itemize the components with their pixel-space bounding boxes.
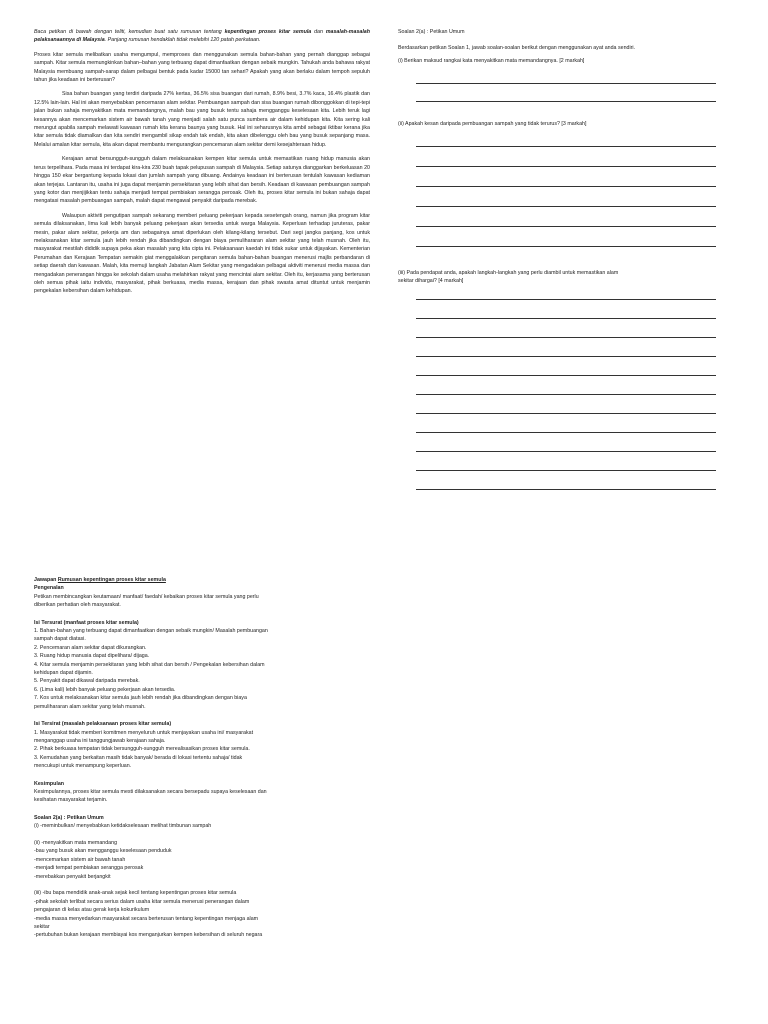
soalan-answer-line xyxy=(34,831,370,839)
instruction-text: Baca petikan di bawah dengan teliti, kemudian buat satu rumusan tentang xyxy=(34,29,225,35)
answer-line-q3[interactable] xyxy=(416,375,716,376)
answer-line-q1[interactable] xyxy=(416,83,716,84)
answer-line-q3[interactable] xyxy=(416,394,716,395)
intro-line: Petikan membincangkan keutamaan/ manfaat/ faedah/ kebaikan proses kitar semula yang perlu xyxy=(34,593,259,600)
answer-heading-prefix: Jawapan xyxy=(34,577,58,583)
answer-line-q2[interactable] xyxy=(416,166,716,167)
answer-heading xyxy=(34,576,370,584)
instruction-text-mid: dan xyxy=(311,29,326,35)
answer-line-q3[interactable] xyxy=(416,489,716,490)
answer-line-q2[interactable] xyxy=(416,226,716,227)
question-3-cont: sekitar dihargai? [4 markah] xyxy=(398,278,464,285)
intro-line: diberikan perhatian oleh masyarakat. xyxy=(34,602,121,609)
intro-title: Pengenalan xyxy=(34,585,64,592)
answer-line-q3[interactable] xyxy=(416,432,716,433)
soalan-answer-line: sekitar xyxy=(34,924,50,931)
tersirat-line: 2. Pihak berkuasa tempatan tidak bersungguh-sungguh merealisasikan proses kitar semula. xyxy=(34,746,250,753)
tersurat-line: pemulihararan alam sekitar yang telah musnah. xyxy=(34,703,146,710)
tersurat-line: 7. Kos untuk melaksanakan kitar semula jauh lebih rendah jika dibandingkan dengan biaya xyxy=(34,695,247,702)
answer-line-q3[interactable] xyxy=(416,451,716,452)
soalan-answer-line: -menjadi tempat pembiakan serangga perosak xyxy=(34,865,144,872)
tersirat-line: 3. Kemudahan yang berkaitan masih tidak banyak/ berada di lokasi tertentu sahaja/ tidak xyxy=(34,754,243,761)
soalan-answer-line: (ii) -menyakitkan mata memandang xyxy=(34,839,118,846)
questions-instruction: Berdasarkan petikan Soalan 1, jawab soalan-soalan berikut dengan menggunakan ayat anda sendiri. xyxy=(398,45,636,52)
tersurat-line: 1. Bahan-bahan yang terbuang dapat dimanfaatkan dengan sebaik mungkin/ Masalah pembuangan xyxy=(34,628,268,635)
soalan-answer-line: pengajaran di kelas atau gerak kerja kokurikulum xyxy=(34,907,150,914)
answer-heading-title: Rumusan kepentingan proses kitar semula xyxy=(57,577,166,583)
soalan-answer-line: -bau yang busuk akan mengganggu keselesaan penduduk xyxy=(34,848,172,855)
soalan-answer-line: (i) -meminbulkan/ menyebabkan ketidakselesaan melihat timbunan sampah xyxy=(34,823,212,830)
answer-section xyxy=(34,576,370,940)
tersirat-line: menganggap usaha ini tanggungjawab kerajaan sahaja. xyxy=(34,737,166,744)
soalan-answer-line: (iii) -ibu bapa mendidik anak-anak sejak kecil tentang kepentingan proses kitar semula xyxy=(34,890,237,897)
soalan-answer-title: Soalan 2(a) : Petikan Umum xyxy=(34,814,104,821)
answer-line-q3[interactable] xyxy=(416,318,716,319)
tersurat-line: kehidupan dapat dijamin. xyxy=(34,670,93,677)
tersurat-title: Isi Tersurat (manfaat proses kitar semula) xyxy=(34,619,139,626)
tersurat-line: 2. Pencemaran alam sekitar dapat dikurangkan. xyxy=(34,644,147,651)
tersurat-line: 4. Kitar semula menjamin persekitaran yang lebih sihat dan bersih / Pengekalan kebersihan dalam xyxy=(34,661,265,668)
question-2: (ii) Apakah kesan daripada pembuangan sampah yang tidak terurus? [3 markah] xyxy=(398,121,587,128)
kesimpulan-line: kesihatan masyarakat terjamin. xyxy=(34,797,108,804)
question-1: (i) Berikan maksud rangkai kata menyakitkan mata memandangnya. [2 markah] xyxy=(398,57,585,64)
question-3: (iii) Pada pendapat anda, apakah langkah-langkah yang perlu diambil untuk memastikan alam xyxy=(398,269,619,276)
tersirat-line: 1. Masyarakat tidak memberi komitmen menyeluruh untuk menjayakan usaha ini/ masyarakat xyxy=(34,729,254,736)
soalan-answer-line: -merebakkan penyakit berjangkit xyxy=(34,873,111,880)
answer-line-q3[interactable] xyxy=(416,413,716,414)
soalan-answer-line: -pertubuhan bukan kerajaan membiayai kos menganjurkan kempen kebersihan di seluruh negara xyxy=(34,932,263,939)
soalan-answer-line: -mencemarkan sistem air bawah tanah xyxy=(34,856,126,863)
questions-column xyxy=(398,28,738,490)
summary-instruction xyxy=(34,28,370,45)
tersurat-line: 6. (Lima kali) lebih banyak peluang pekerjaan akan tersedia. xyxy=(34,686,176,693)
answer-line-q2[interactable] xyxy=(416,186,716,187)
answer-line-q3[interactable] xyxy=(416,470,716,471)
soalan-answer-blank xyxy=(34,881,370,889)
passage-paragraph-3: Kerajaan amat bersungguh-sungguh dalam melaksanakan kempen kitar semula untuk memastikan ruang hidup manusia akan terus terpelihara. Pada masa ini terdapat kira-kira 230 buah tapak pelupusan sampah di Malaysia. Setiap satunya dianggarkan berkeluasan 20 hingga 150 ekar bergantung kepada lokasi dan jumlah sampah yang dibuang. Andainya keadaan ini berterusan tentulah kawasan kediaman akan terjejas. Lantaran itu, usaha ini juga dapat menjamin persekitaran yang lebih sihat dan bersih. Keadaan di kawasan pembuangan sampah yang kotor dan menjijikkan tentu sahaja menjadi tempat pembiakan serangga perosak. Oleh itu, proses kitar semula ini bukan sahaja dapat mengatasi masalah pembuangan sampah, malah dapat mengawal penyakit daripada merebak. xyxy=(34,156,370,205)
tersurat-line: sampah dapat diatasi. xyxy=(34,636,86,643)
answer-line-q3[interactable] xyxy=(416,356,716,357)
answer-line-q2[interactable] xyxy=(416,206,716,207)
tersurat-line: 5. Penyakit dapat dikawal daripada merebak. xyxy=(34,678,140,685)
tersirat-title: Isi Tersirat (masalah pelaksanaan proses kitar semula) xyxy=(34,721,172,728)
passage-paragraph-2: Sisa bahan buangan yang terdiri daripada 27% kertas, 36.5% sisa buangan dari rumah, 8.9% besi, 3.7% kaca, 16.4% plastik dan 12.5% lain-lain. Hal ini akan menyebabkan pencemaran alam sekitar. Pembuangan sampah dan sisa buangan rumah dibonggokkan di tepi-tepi jalan bukan sahaja menyakitkan mata memandangnya, malah bau yang busuk tentu sahaja mengganggu keselesaan kita. Lebih teruk lagi kesannya akan mencemarkan sistem air bawah tanah yang menjadi salah satu punca sumbera air dalam kehidupan kita. Kita sering kali merungut apabila sampah melawati kawasan rumah kita kerana baunya yang busuk. Hal ini seharusnya kita ambil sebagai iktibar kerana jika kitar semula tidak diamalkan dan kita sendiri mengambil sikap endah tak endah, kita akan dibelenggu oleh bau yang busuk sepanjang masa. Melalui amalan kitar semula, kita akan dapat membantu mengurangkan pencemaran alam sekitar demi kesejahteraan hidup. xyxy=(34,91,370,148)
instruction-emphasis-2: masalah-masalah pelaksanaannya di Malaysia xyxy=(34,29,370,44)
questions-title: Soalan 2(a) : Petikan Umum xyxy=(398,29,465,35)
answer-line-q3[interactable] xyxy=(416,299,716,300)
soalan-answer-line: -pihak sekolah terlibat secara serius dalam usaha kitar semula menerusi penerangan dalam xyxy=(34,898,250,905)
passage-paragraph-1: Proses kitar semula melibatkan usaha mengumpul, memproses dan menggunakan semula bahan-bahan yang pernah dianggap sebagai sampah. Kitar semula memungkinkan bahan–bahan yang terbuang dapat dimanfaatkan dengan sebaik mungkin. Tahukah anda bahawa rakyat Malaysia membuang sampah-sarap dalam pelbagai bentuk pada kadar 15000 tan sehari? Apakah yang akan berlaku dalam tempoh sepuluh tahun jika keadaan ini berterusan? xyxy=(34,51,370,84)
tersirat-line: mencukupi untuk menampung keperluan. xyxy=(34,763,132,770)
passage-column xyxy=(34,28,370,302)
answer-line-q2[interactable] xyxy=(416,146,716,147)
instruction-text-end: . Panjang rumusan hendaklah tidak melebihi 120 patah perkataan. xyxy=(104,37,261,44)
instruction-emphasis-1: kepentingan proses kitar semula xyxy=(224,29,312,35)
kesimpulan-title: Kesimpulan xyxy=(34,780,65,787)
tersurat-line: 3. Ruang hidup manusia dapat dipelihara/ dijaga. xyxy=(34,653,150,660)
answer-line-q3[interactable] xyxy=(416,337,716,338)
passage-paragraph-4: Walaupun aktiviti pengutipan sampah sekarang memberi peluang pekerjaan kepada sesetengah orang, namun jika program kitar semula dilaksanakan, lima kali lebih banyak peluang pekerjaan akan tersedia untuk warga Malaysia. Keperluan terhadap juruteras, pakar mesin, pakar alam sekitar, pekerja am dan sebagainya amat diperlukan oleh kilang-kilang tersebut. Dari segi jangka panjang, kos untuk melaksanakan kitar semula jauh lebih rendah jika dibandingkan dengan biaya pemulihararan alam sekitar yang telah musnah. Oleh itu, masyarakat mestilah dididik supaya peka akan masalah yang kita cipta ini. Pelaksanaan kaedah ini tidak sukar untuk dijayakan. Kementerian Perumahan dan Kerajaan Tempatan semakin giat menggalakkan pengitaran semula bahan-bahan buangan menerusi majlis perbandaran di setiap daerah dan kawasan. Malah, kita memuji langkah Jabatan Alam Sekitar yang mengadakan pelbagai aktiviti menerusi media massa dan mengadakan penerangan hingga ke sekolah dalam usaha melahirkan rakyat yang mencintai alam sekitar. Oleh itu, kerjasama yang berterusan oleh semua pihak iaitu individu, masyarakat, pihak berkuasa, media massa, kerajaan dan pihak swasta amat dituntut untuk menjamin pengekalan kebersihan dalam kehidupan. xyxy=(34,212,370,295)
kesimpulan-line: Kesimpulannya, proses kitar semula mesti dilaksanakan secara bersepadu supaya keselesaan dan xyxy=(34,788,267,795)
soalan-answer-line: -media massa menyedarkan masyarakat secara berterusan tentang kepentingan menjaga alam xyxy=(34,915,259,922)
